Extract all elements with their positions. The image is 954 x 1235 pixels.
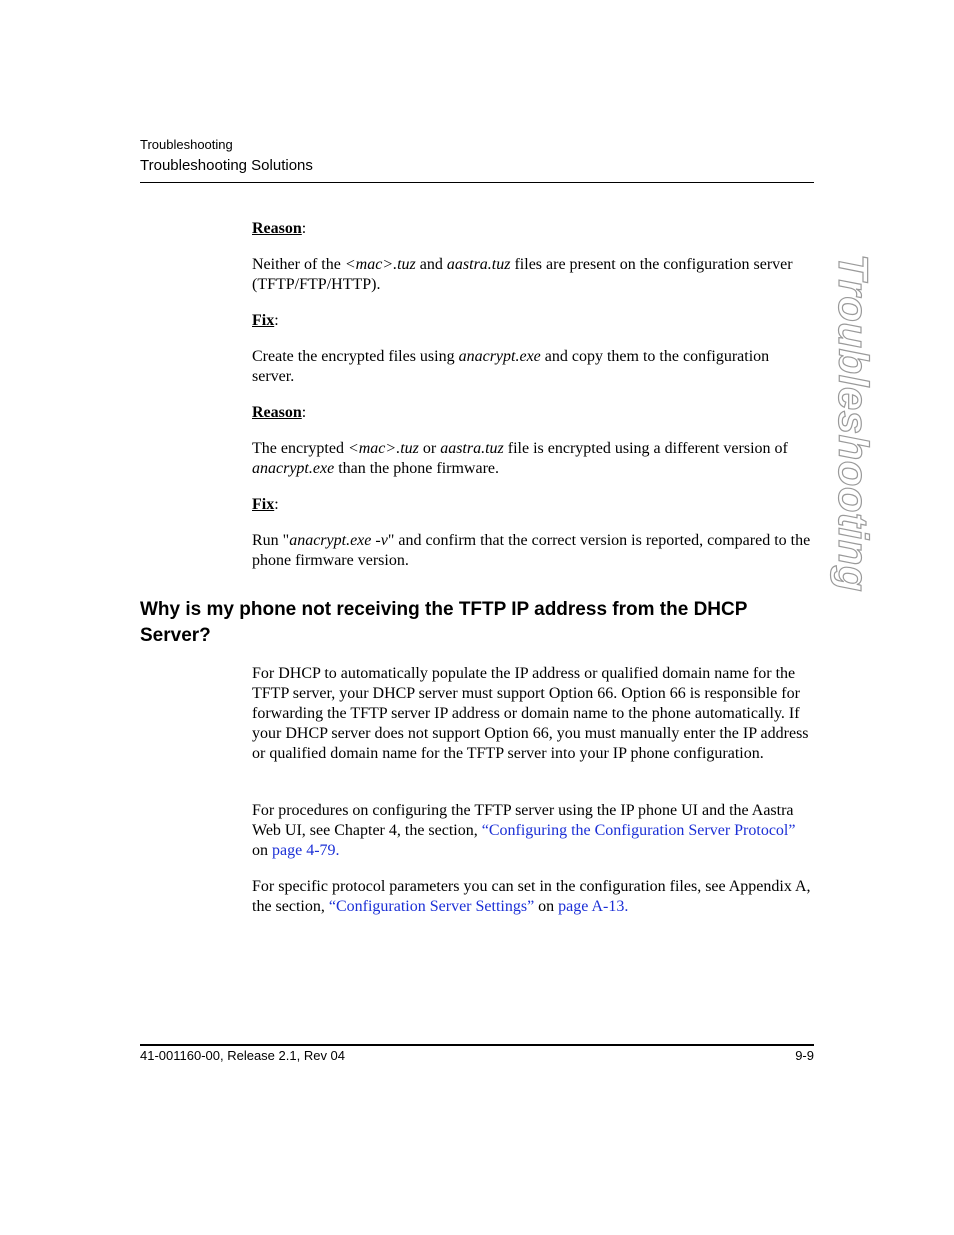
text-run: and [415, 256, 447, 273]
fix-1-label: Fix [252, 312, 275, 329]
text-run: Create the encrypted files using [252, 348, 459, 365]
reason-2-label: Reason [252, 404, 302, 421]
text-run: and copy them to the configuration server. [252, 348, 770, 385]
fix-2-label-block: Fix: [252, 496, 279, 513]
header-rule [140, 182, 814, 183]
text-run: For specific protocol parameters you can set in the configuration files, see Appendix A, the section, [252, 878, 811, 915]
fix-1-label-block: Fix: [252, 312, 279, 329]
text-run: For procedures on configuring the TFTP server using the IP phone UI and the Aastra Web UI, see Chapter 4, the section, [252, 802, 794, 839]
reason-2-label-block: Reason: [252, 404, 307, 421]
header-chapter: Troubleshooting [140, 137, 233, 152]
text-run: The encrypted [252, 440, 348, 457]
text-run: " and confirm that the correct version is reported, compared to the phone firmware version. [252, 532, 811, 569]
header-section: Troubleshooting Solutions [140, 157, 313, 174]
chapter-side-tab [830, 254, 877, 593]
reason-1-label: Reason [252, 220, 302, 237]
link-page-4-79[interactable]: page 4-79. [272, 842, 340, 859]
footer-document-number: 41-001160-00, Release 2.1, Rev 04 [140, 1048, 346, 1063]
link-configuration-server-settings[interactable]: “Configuration Server Settings” [328, 898, 535, 915]
text-run: on [534, 898, 559, 915]
text-run: on [252, 842, 272, 859]
text-run: files are present on the configuration server (TFTP/FTP/HTTP). [252, 256, 793, 293]
text-run: Run " [252, 532, 290, 549]
text-run: than the phone firmware. [334, 460, 500, 477]
filename: aastra.tuz [440, 440, 504, 457]
filename: anacrypt.exe [458, 348, 541, 365]
fix-2-label: Fix [252, 496, 275, 513]
paragraph-procedures [252, 801, 814, 861]
footer-page-number: 9-9 [795, 1048, 814, 1063]
side-tab-label: Troubleshooting [830, 254, 877, 593]
section-heading: Why is my phone not receiving the TFTP IP address from the DHCP Server? [140, 599, 748, 646]
filename: aastra.tuz [446, 256, 511, 273]
filename: <mac>.tuz [347, 440, 419, 457]
paragraph-text: For DHCP to automatically populate the IP address or qualified domain name for the TFTP server, your DHCP server must support Option 66. Option 66 is responsible for forwarding the TFTP server IP address or domain name to the phone automatically. If your DHCP server does not support Option 66, you must manually enter the IP address or qualified domain name for the TFTP server into your IP phone configuration. [252, 665, 809, 762]
text-run: file is encrypted using a different version of [503, 440, 788, 457]
reason-2-text [252, 439, 814, 479]
link-configuring-config-server-protocol[interactable]: “Configuring the Configuration Server Protocol” [481, 822, 796, 839]
link-page-a-13[interactable]: page A-13. [558, 898, 629, 915]
filename: anacrypt.exe [252, 460, 335, 477]
filename: <mac>.tuz [344, 256, 416, 273]
text-run: or [418, 440, 441, 457]
paragraph-dhcp [252, 664, 814, 764]
reason-1-text [252, 255, 814, 295]
footer-rule [140, 1044, 814, 1046]
paragraph-parameters [252, 877, 814, 917]
command: anacrypt.exe -v [289, 532, 388, 549]
fix-2-text [252, 531, 814, 571]
text-run: Neither of the [252, 256, 345, 273]
fix-1-text [252, 347, 814, 387]
reason-1-label-block: Reason: [252, 220, 307, 237]
